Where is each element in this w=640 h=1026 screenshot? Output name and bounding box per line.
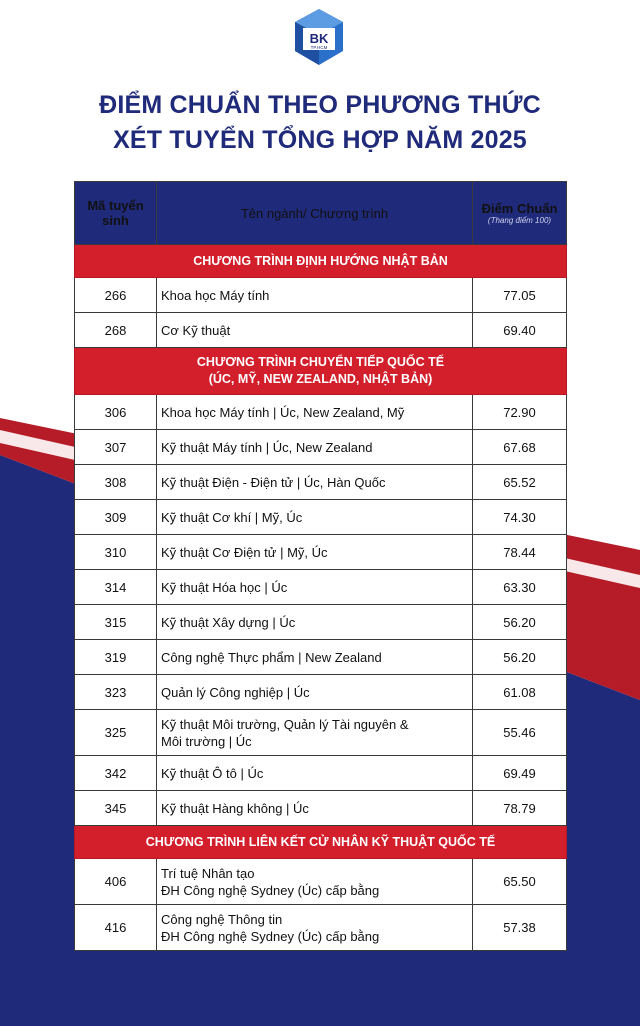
table-row — [75, 640, 567, 675]
program-name — [157, 710, 473, 756]
program-name — [157, 675, 473, 710]
table-row — [75, 535, 567, 570]
section-title-line: (ÚC, MỸ, NEW ZEALAND, NHẬT BẢN) — [208, 372, 433, 386]
program-name — [157, 500, 473, 535]
cutoff-score: 78.79 — [473, 791, 567, 826]
program-name-line: Môi trường | Úc — [161, 733, 252, 749]
title-line-1: ĐIỂM CHUẨN THEO PHƯƠNG THỨC — [99, 91, 541, 119]
title-line-2: XÉT TUYỂN TỔNG HỢP NĂM 2025 — [113, 126, 527, 154]
section-title-line: CHƯƠNG TRÌNH ĐỊNH HƯỚNG NHẬT BẢN — [193, 253, 448, 268]
table-row — [75, 710, 567, 756]
table-row — [75, 756, 567, 791]
cutoff-score: 65.52 — [473, 465, 567, 500]
admission-code: 342 — [75, 756, 157, 791]
program-name — [157, 905, 473, 951]
program-name — [157, 395, 473, 430]
program-name — [157, 640, 473, 675]
header-name: Tên ngành/ Chương trình — [157, 182, 473, 245]
program-name-line: Kỹ thuật Cơ khí | Mỹ, Úc — [161, 509, 303, 525]
program-name — [157, 278, 473, 313]
program-name-line: Kỹ thuật Hóa học | Úc — [161, 579, 288, 595]
cutoff-score: 69.40 — [473, 313, 567, 348]
program-name-line: Công nghệ Thực phẩm | New Zealand — [161, 649, 382, 665]
cutoff-score: 57.38 — [473, 905, 567, 951]
program-name-line: Khoa học Máy tính | Úc, New Zealand, Mỹ — [161, 404, 405, 420]
section-title — [75, 245, 567, 278]
section-title — [75, 826, 567, 859]
admission-code: 325 — [75, 710, 157, 756]
program-name — [157, 535, 473, 570]
admission-code: 308 — [75, 465, 157, 500]
table-row — [75, 465, 567, 500]
table-row — [75, 313, 567, 348]
program-name — [157, 859, 473, 905]
program-name — [157, 313, 473, 348]
section-title-line: CHƯƠNG TRÌNH LIÊN KẾT CỬ NHÂN KỸ THUẬT QUỐC TẾ — [145, 834, 496, 849]
university-logo — [290, 8, 348, 66]
admission-code: 416 — [75, 905, 157, 951]
program-name-line: ĐH Công nghệ Sydney (Úc) cấp bằng — [161, 928, 380, 944]
section-header-row — [75, 245, 567, 278]
table-row — [75, 278, 567, 313]
program-name-line: Kỹ thuật Ô tô | Úc — [161, 765, 264, 781]
program-name-line: Công nghệ Thông tin — [161, 911, 283, 927]
program-name-line: Kỹ thuật Cơ Điện tử | Mỹ, Úc — [161, 544, 328, 560]
admission-scores-table — [74, 181, 567, 951]
admission-code: 323 — [75, 675, 157, 710]
cutoff-score: 55.46 — [473, 710, 567, 756]
program-name-line: Kỹ thuật Hàng không | Úc — [161, 800, 309, 816]
header-score — [473, 182, 567, 245]
program-name-line: Kỹ thuật Môi trường, Quản lý Tài nguyên & — [161, 716, 409, 732]
table-row — [75, 605, 567, 640]
table-row — [75, 905, 567, 951]
section-header-row — [75, 826, 567, 859]
header-score-note: (Thang điểm 100) — [487, 216, 552, 225]
table-body — [75, 245, 567, 951]
program-name — [157, 465, 473, 500]
admission-code: 307 — [75, 430, 157, 465]
logo-subtext: TP.HCM — [310, 45, 328, 50]
section-title — [75, 348, 567, 395]
admission-code: 266 — [75, 278, 157, 313]
cutoff-score: 63.30 — [473, 570, 567, 605]
admission-code: 345 — [75, 791, 157, 826]
admission-code: 310 — [75, 535, 157, 570]
admission-code: 406 — [75, 859, 157, 905]
logo-text: BK — [309, 31, 329, 46]
header-code: Mã tuyển sinh — [75, 182, 157, 245]
page-title — [0, 88, 640, 158]
program-name — [157, 570, 473, 605]
program-name-line: ĐH Công nghệ Sydney (Úc) cấp bằng — [161, 882, 380, 898]
program-name-line: Kỹ thuật Máy tính | Úc, New Zealand — [161, 439, 373, 455]
program-name-line: Trí tuệ Nhân tạo — [161, 865, 255, 881]
section-title-line: CHƯƠNG TRÌNH CHUYỂN TIẾP QUỐC TẾ — [196, 355, 445, 369]
admission-code: 306 — [75, 395, 157, 430]
program-name — [157, 430, 473, 465]
table-row — [75, 675, 567, 710]
program-name-line: Khoa học Máy tính — [161, 287, 270, 303]
program-name-line: Quản lý Công nghiệp | Úc — [161, 684, 310, 700]
table-row — [75, 570, 567, 605]
cutoff-score: 65.50 — [473, 859, 567, 905]
admission-code: 319 — [75, 640, 157, 675]
table-row — [75, 430, 567, 465]
cutoff-score: 69.49 — [473, 756, 567, 791]
admission-code: 314 — [75, 570, 157, 605]
cutoff-score: 61.08 — [473, 675, 567, 710]
header-score-label: Điểm Chuẩn — [481, 201, 558, 216]
program-name-line: Kỹ thuật Xây dựng | Úc — [161, 614, 296, 630]
cutoff-score: 72.90 — [473, 395, 567, 430]
program-name — [157, 791, 473, 826]
admission-code: 315 — [75, 605, 157, 640]
table-row — [75, 500, 567, 535]
program-name-line: Cơ Kỹ thuật — [161, 322, 231, 338]
program-name-line: Kỹ thuật Điện - Điện tử | Úc, Hàn Quốc — [161, 474, 386, 490]
table-row — [75, 859, 567, 905]
program-name — [157, 605, 473, 640]
cutoff-score: 56.20 — [473, 605, 567, 640]
table-row — [75, 791, 567, 826]
cutoff-score: 77.05 — [473, 278, 567, 313]
program-name — [157, 756, 473, 791]
admission-code: 268 — [75, 313, 157, 348]
table-header-row — [75, 182, 567, 245]
table-row — [75, 395, 567, 430]
cutoff-score: 56.20 — [473, 640, 567, 675]
section-header-row — [75, 348, 567, 395]
admission-code: 309 — [75, 500, 157, 535]
cutoff-score: 78.44 — [473, 535, 567, 570]
cutoff-score: 74.30 — [473, 500, 567, 535]
cutoff-score: 67.68 — [473, 430, 567, 465]
